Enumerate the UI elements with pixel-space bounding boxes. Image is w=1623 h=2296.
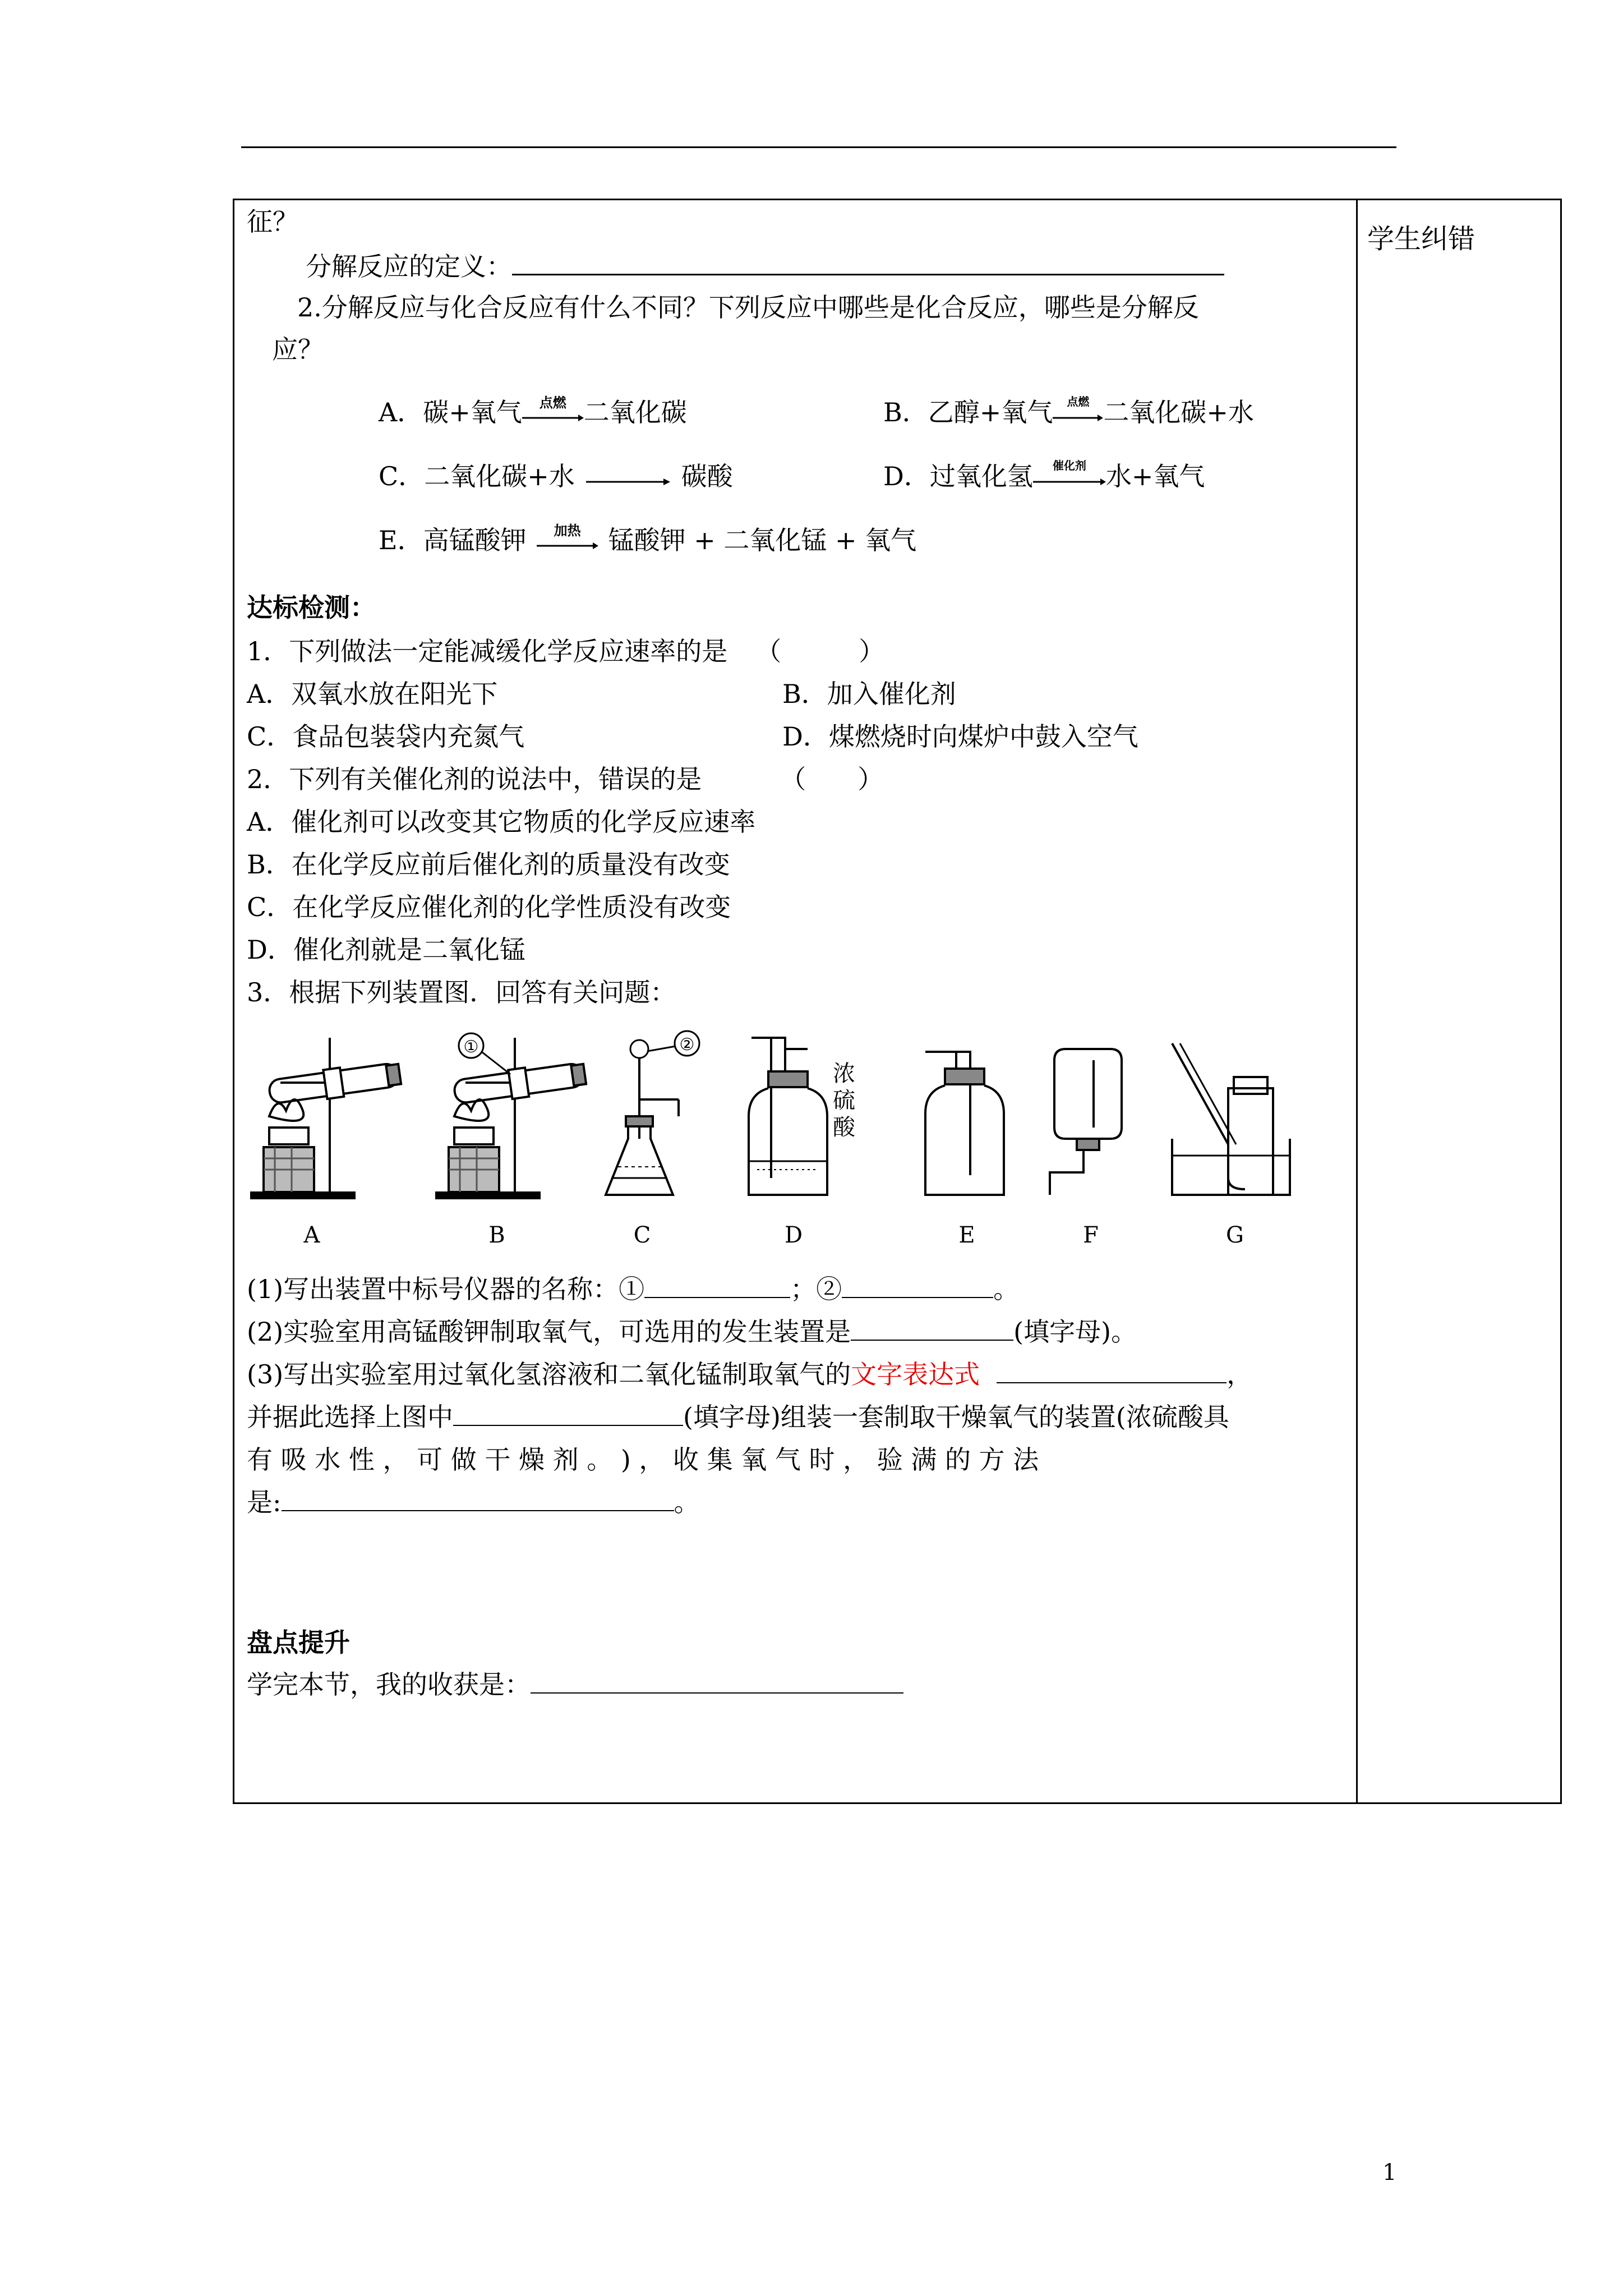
reaction-b [883,395,1254,427]
answer-blank-5[interactable] [453,1420,683,1426]
question-2-stem: 2．下列有关催化剂的说法中，错误的是 [247,764,702,794]
subquestion-2-prompt: (2)实验室用高锰酸钾制取氧气，可选用的发生装置是 [247,1317,851,1347]
definition-line [306,251,1224,282]
reaction-c [379,463,733,489]
subquestion-1 [247,1276,1019,1302]
answer-paren[interactable]: （ ） [780,764,884,794]
reaction-b-reactants: B．乙醇+氧气 [883,397,1053,427]
gain-line [247,1669,903,1700]
answer-blank-1[interactable] [644,1292,790,1298]
apparatus-figure [247,1027,1329,1262]
header-rule [241,146,1396,148]
subquestion-1-sep: ；② [790,1274,842,1304]
subquestion-3-cont-text: (填字母)组装一套制取干燥氧气的装置(浓硫酸具 [683,1402,1229,1432]
apparatus-label-f: F [1083,1222,1099,1248]
definition-blank[interactable] [512,269,1224,275]
subquestion-3-cont [247,1404,1229,1430]
question-2-text: 2.分解反应与化合反应有什么不同？下列反应中哪些是化合反应，哪些是分解反 [297,292,1199,323]
marker-2: ② [679,1035,695,1055]
section-heading-review: 盘点提升 [247,1627,350,1658]
question-2-text-cont: 应？ [272,334,324,365]
section-heading-assessment: 达标检测： [247,592,376,623]
subquestion-1-end: 。 [993,1274,1020,1304]
answer-blank-2[interactable] [842,1292,993,1298]
definition-prompt: 分解反应的定义： [306,251,512,282]
reaction-d [883,459,1205,491]
apparatus-a [251,1038,402,1198]
subquestion-3-cont2: 有 吸 水 性 ， 可 做 干 燥 剂 。 ) ， 收 集 氧 气 时 ， 验 满 的 方 法 [247,1444,1039,1475]
page-number: 1 [1382,2160,1397,2185]
reaction-e-reactants: E．高锰酸钾 [379,525,527,555]
reaction-d-reactants: D．过氧化氢 [883,461,1033,491]
option: A．双氧水放在阳光下 [247,679,498,709]
apparatus-label-g: G [1226,1222,1244,1248]
apparatus-e [925,1052,1004,1195]
acid-label: 浓硫酸 [833,1061,855,1140]
reaction-condition: 点燃 [1067,395,1090,408]
apparatus-d [749,1038,827,1195]
subquestion-1-prompt: (1)写出装置中标号仪器的名称：① [247,1274,645,1304]
gain-blank[interactable] [531,1688,903,1694]
reaction-condition: 催化剂 [1052,459,1086,472]
subquestion-3-cont3-end: 。 [674,1487,700,1517]
answer-paren[interactable]: （ ） [755,636,885,666]
highlight-term: 文字表达式 [851,1359,980,1389]
option: B．在化学反应前后催化剂的质量没有改变 [247,849,730,880]
option: D．催化剂就是二氧化锰 [247,935,525,965]
apparatus-b [436,1033,587,1198]
subquestion-3-cont3 [247,1489,700,1515]
reaction-arrow [537,522,598,553]
option: A．催化剂可以改变其它物质的化学反应速率 [247,807,756,837]
reaction-c-products: 碳酸 [681,461,733,491]
reaction-arrow [586,463,670,489]
reaction-condition: 加热 [554,522,581,539]
reaction-arrow [522,394,584,425]
apparatus-label-a: A [303,1222,320,1248]
gain-prompt: 学完本节，我的收获是： [247,1669,531,1700]
apparatus-c [606,1031,699,1195]
reaction-d-products: 水+氧气 [1105,461,1205,491]
subquestion-3 [247,1361,1252,1387]
subquestion-3-prompt: (3)写出实验室用过氧化氢溶液和二氧化锰制取氧气的 [247,1359,851,1389]
subquestion-3-cont-prompt: 并据此选择上图中 [247,1402,453,1432]
reaction-arrow [1033,459,1106,489]
option: C．食品包装袋内充氮气 [247,721,525,752]
question-2 [247,766,883,792]
apparatus-label-d: D [784,1222,803,1248]
question-3: 3．根据下列装置图．回答有关问题： [247,977,676,1007]
apparatus-label-b: B [488,1222,505,1248]
side-column-header: 学生纠错 [1367,223,1476,255]
option: C．在化学反应催化剂的化学性质没有改变 [247,892,731,922]
subquestion-3-cont3-prompt: 是: [247,1487,282,1517]
apparatus-label-e: E [958,1222,975,1248]
reaction-b-products: 二氧化碳+水 [1103,397,1254,427]
reaction-a [379,394,687,427]
reaction-a-reactants: A．碳+氧气 [379,397,522,427]
apparatus-g [1172,1043,1290,1195]
reaction-e-products: 锰酸钾 + 二氧化锰 + 氧气 [608,525,917,555]
apparatus-f [1050,1049,1122,1195]
subquestion-2 [247,1319,1137,1345]
reaction-a-products: 二氧化碳 [583,397,687,427]
marker-1: ① [463,1037,479,1057]
subquestion-3-comma: ， [1227,1359,1253,1389]
question-1-text: 1．下列做法一定能减缓化学反应速率的是 [247,636,728,666]
option: D．煤燃烧时向煤炉中鼓入空气 [782,721,1138,752]
answer-blank-4[interactable] [997,1378,1227,1383]
reaction-arrow [1053,395,1103,425]
apparatus-label-c: C [633,1222,651,1248]
line-continuation: 征？ [247,206,298,237]
reaction-condition: 点燃 [539,394,566,411]
column-divider [1356,200,1358,1802]
answer-blank-3[interactable] [851,1335,1013,1341]
question-1 [247,638,884,664]
subquestion-2-end: (填字母)。 [1013,1317,1137,1347]
reaction-c-reactants: C．二氧化碳+水 [379,461,575,491]
option: B．加入催化剂 [782,679,956,709]
answer-blank-6[interactable] [282,1506,674,1511]
reaction-e [379,522,917,555]
